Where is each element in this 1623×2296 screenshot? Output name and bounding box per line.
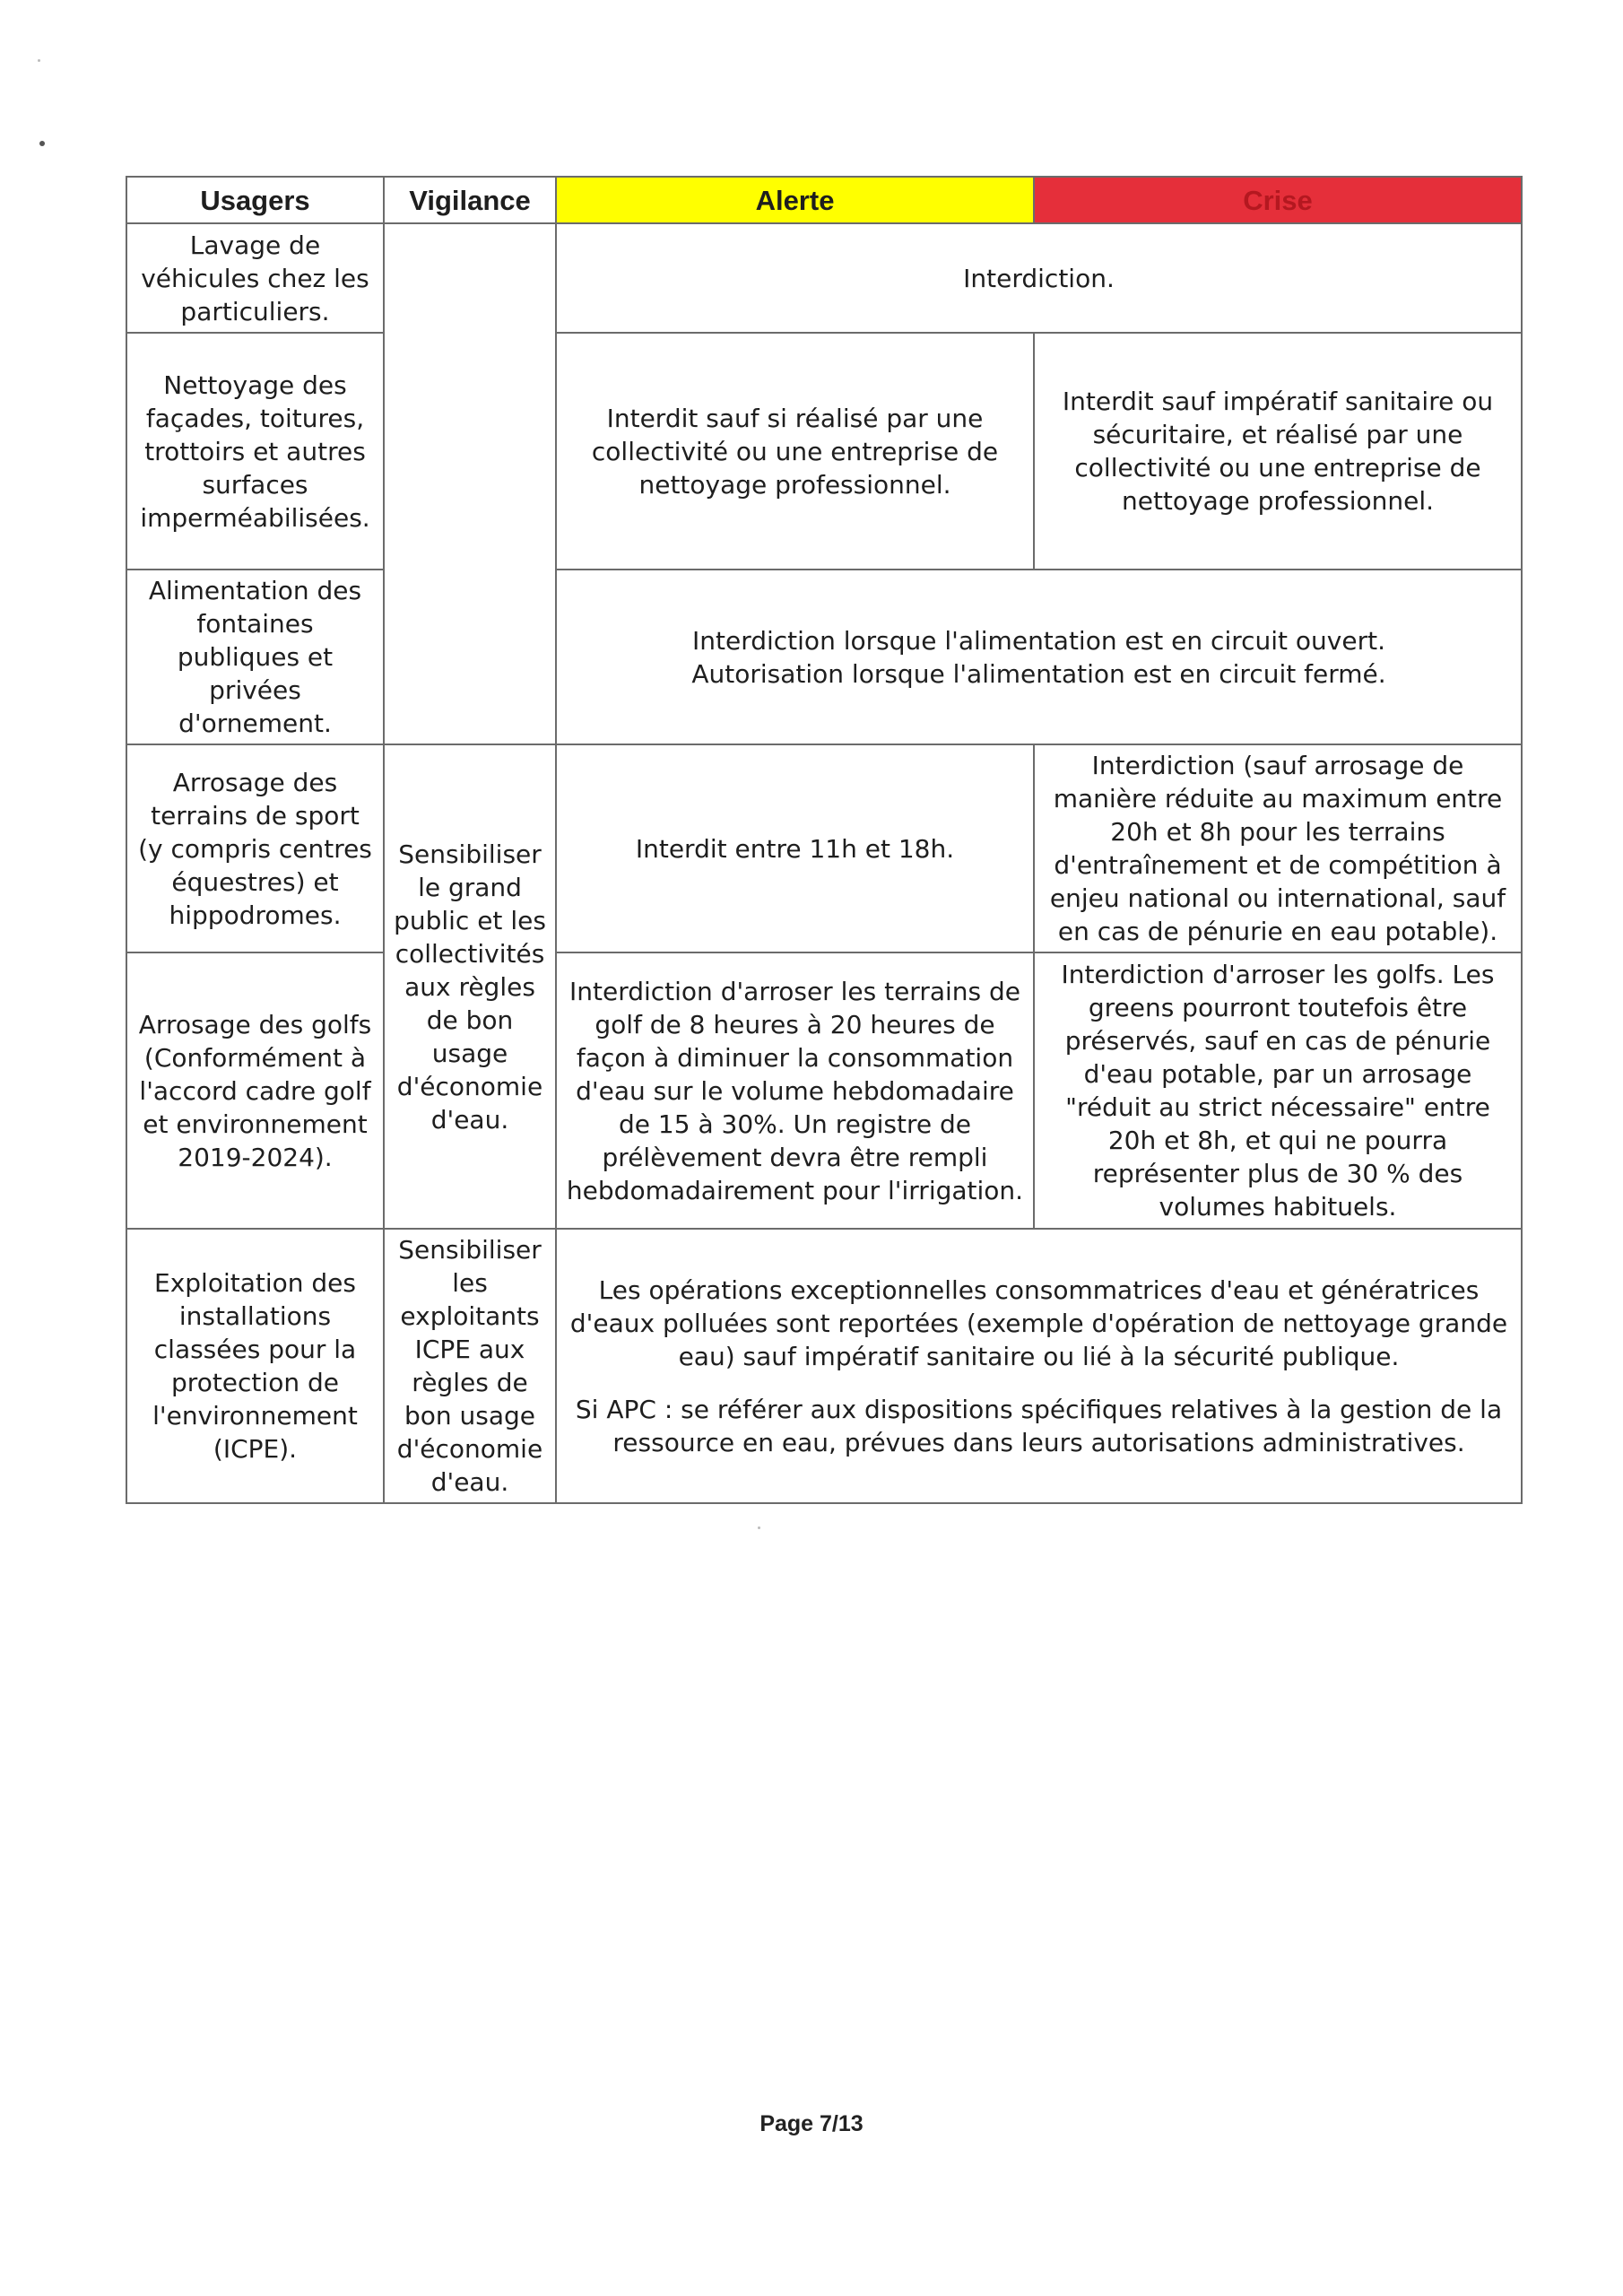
table-row <box>126 570 1522 744</box>
combined-measure-cell: Interdiction. <box>556 223 1522 333</box>
usage-cell: Alimentation des fontaines publiques et privées d'ornement. <box>126 570 384 744</box>
vigilance-cell: Sensibiliser le grand public et les collectivités aux règles de bon usage d'économie d'eau. <box>384 744 556 1229</box>
table-row <box>126 333 1522 570</box>
crise-cell: Interdit sauf impératif sanitaire ou sécuritaire, et réalisé par une collectivité ou une entreprise de nettoyage professionnel. <box>1034 333 1522 570</box>
table-row <box>126 223 1522 333</box>
crise-cell: Interdiction (sauf arrosage de manière réduite au maximum entre 20h et 8h pour les terrains d'entraînement et de compétition à enjeu national ou international, sauf en cas de pénurie en eau potable). <box>1034 744 1522 952</box>
page-number: Page 7/13 <box>759 2111 864 2136</box>
usage-cell: Arrosage des golfs (Conformément à l'accord cadre golf et environnement 2019-2024). <box>126 952 384 1229</box>
restrictions-table <box>126 176 1523 1504</box>
crise-cell: Interdiction d'arroser les golfs. Les greens pourront toutefois être préservés, sauf en cas de pénurie d'eau potable, par un arrosage "réduit au strict nécessaire" entre 20h et 8h, et qui ne pourra représenter plus de 30 % des volumes habituels. <box>1034 952 1522 1229</box>
header-usagers: Usagers <box>126 177 384 223</box>
table-row <box>126 744 1522 952</box>
measure-line: Interdiction lorsque l'alimentation est en circuit ouvert. <box>692 625 1385 656</box>
vigilance-cell: Sensibiliser les exploitants ICPE aux règles de bon usage d'économie d'eau. <box>384 1229 556 1503</box>
combined-measure-cell <box>556 570 1522 744</box>
alerte-cell: Interdit entre 11h et 18h. <box>556 744 1034 952</box>
table-row <box>126 1229 1522 1503</box>
header-vigilance: Vigilance <box>384 177 556 223</box>
scan-speck <box>38 59 40 62</box>
combined-measure-cell <box>556 1229 1522 1503</box>
vigilance-cell-empty <box>384 223 556 744</box>
scan-speck <box>758 1526 760 1529</box>
header-alerte: Alerte <box>556 177 1034 223</box>
alerte-cell: Interdit sauf si réalisé par une collectivité ou une entreprise de nettoyage professionnel. <box>556 333 1034 570</box>
usage-cell: Exploitation des installations classées pour la protection de l'environnement (ICPE). <box>126 1229 384 1503</box>
usage-cell: Nettoyage des façades, toitures, trottoirs et autres surfaces imperméabilisées. <box>126 333 384 570</box>
header-row <box>126 177 1522 223</box>
header-crise: Crise <box>1034 177 1522 223</box>
table-row <box>126 952 1522 1229</box>
measure-paragraph: Si APC : se référer aux dispositions spécifiques relatives à la gestion de la ressource en eau, prévues dans leurs autorisations administratives. <box>575 1394 1503 1457</box>
alerte-cell: Interdiction d'arroser les terrains de golf de 8 heures à 20 heures de façon à diminuer la consommation d'eau sur le volume hebdomadaire de 15 à 30%. Un registre de prélèvement devra être rempli hebdomadairement pour l'irrigation. <box>556 952 1034 1229</box>
scan-speck <box>39 141 45 146</box>
measure-paragraph: Les opérations exceptionnelles consommatrices d'eau et génératrices d'eaux polluées sont reportées (exemple d'opération de nettoyage grande eau) sauf impératif sanitaire ou lié à la sécurité publique. <box>569 1274 1508 1371</box>
measure-line: Autorisation lorsque l'alimentation est en circuit fermé. <box>691 658 1386 689</box>
usage-cell: Lavage de véhicules chez les particuliers. <box>126 223 384 333</box>
usage-cell: Arrosage des terrains de sport (y compris centres équestres) et hippodromes. <box>126 744 384 952</box>
